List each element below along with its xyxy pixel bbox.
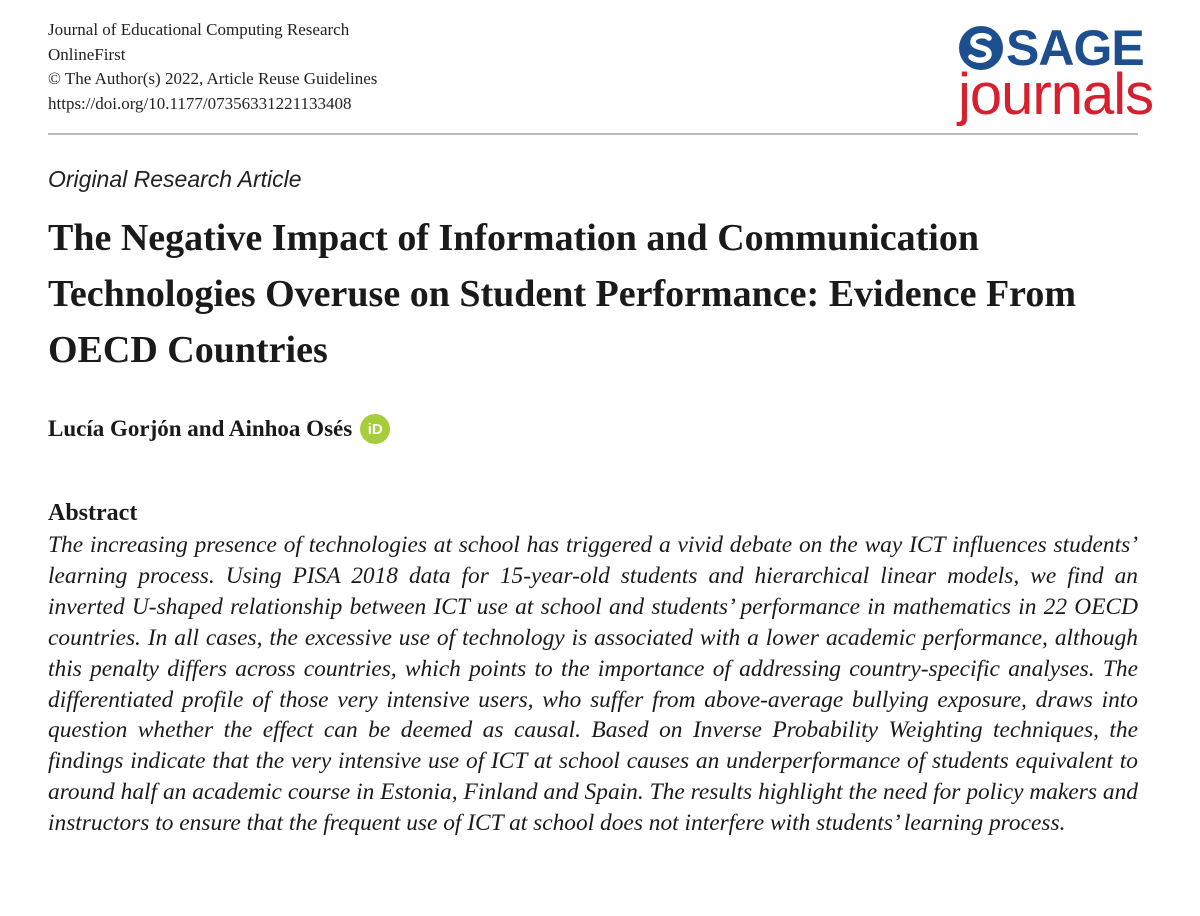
article-title: The Negative Impact of Information and Communication Technologies Overuse on Student Performance: Evidence From OECD Countries — [48, 217, 1077, 371]
abstract-text: The increasing presence of technologies at school has triggered a vivid debate on the way ICT influences students’ learning process. Using PISA 2018 data for 15-year-old students and hierarchical linear models, we find an inverted U-shaped relationship between ICT use at school and students’ performance in mathematics in 22 OECD countries. In all cases, the excessive use of technology is associated with a lower academic performance, although this penalty differs across countries, which points to the importance of addressing country-specific analyses. The differentiated profile of those very intensive users, who suffer from above-average bullying exposure, draws into question whether the effect can be deemed as causal. Based on Inverse Probability Weighting techniques, the findings indicate that the very intensive use of ICT at school causes an underperformance of students equivalent to around half an academic course in Estonia, Finland and Spain. The results highlight the need for policy makers and instructors to ensure that the frequent use of ICT at school does not interfere with students’ learning process. — [48, 532, 1138, 837]
author-names[interactable]: Lucía Gorjón and Ainhoa Osés — [48, 416, 353, 441]
author-line — [48, 414, 390, 444]
doi-link[interactable]: https://doi.org/10.1177/07356331221133408 — [48, 93, 352, 113]
publication-status: OnlineFirst — [48, 44, 126, 64]
logo-sub-text: journals — [958, 62, 1154, 127]
orcid-icon[interactable]: iD — [360, 414, 390, 444]
copyright-line[interactable]: © The Author(s) 2022, Article Reuse Guidelines — [48, 69, 378, 88]
article-type: Original Research Article — [48, 166, 302, 192]
logo-brand-text: SAGE — [1006, 20, 1144, 76]
journal-name[interactable]: Journal of Educational Computing Research — [48, 20, 350, 39]
abstract-heading: Abstract — [48, 500, 138, 526]
header-divider — [48, 133, 1138, 135]
sage-journals-logo[interactable] — [958, 20, 1154, 128]
journal-meta — [48, 18, 377, 116]
